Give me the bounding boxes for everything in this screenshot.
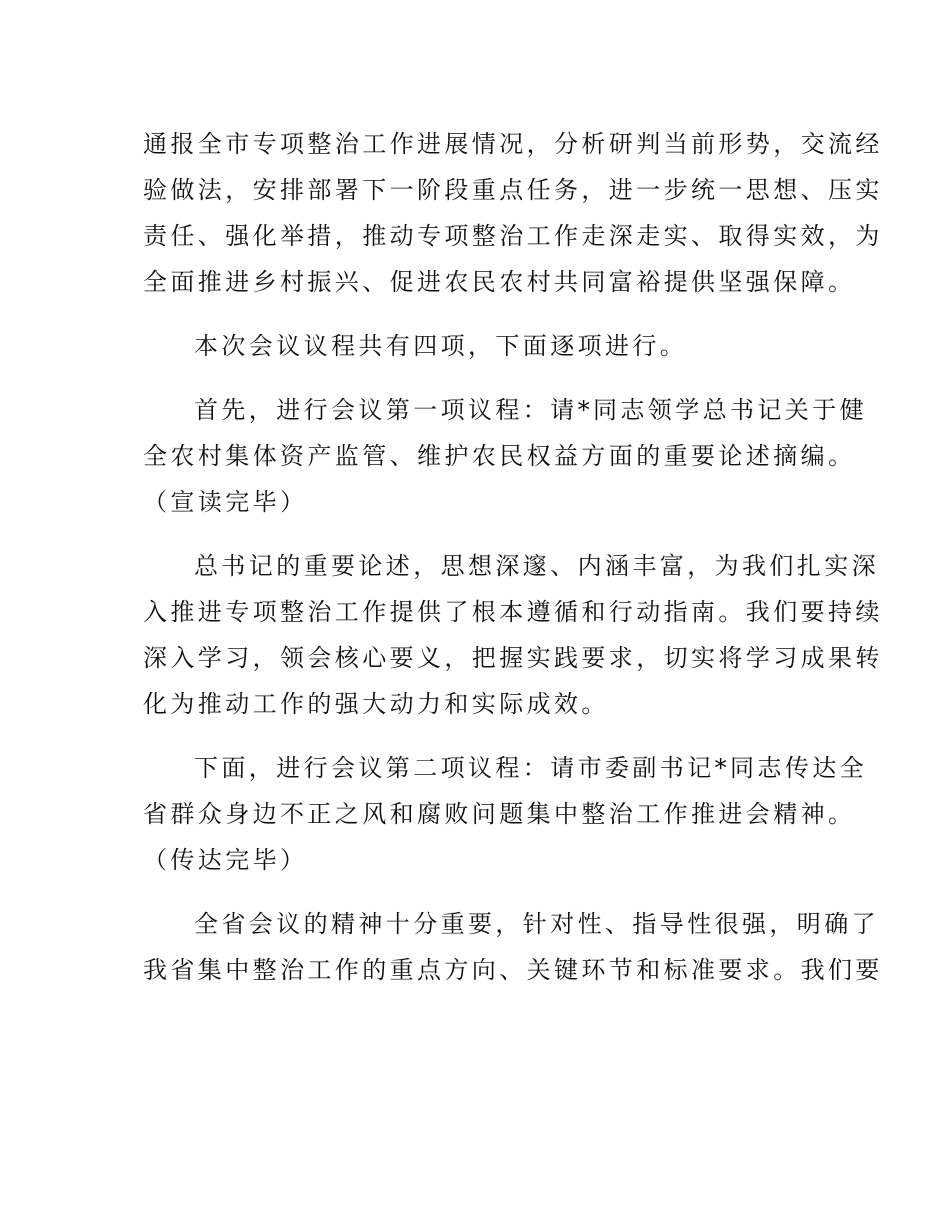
text-line: 总书记的重要论述，思想深邃、内涵丰富，为我们扎实深	[194, 552, 879, 580]
text-line: 我省集中整治工作的重点方向、关键环节和标准要求。我们要	[143, 956, 883, 984]
text-line: 首先，进行会议第一项议程：请*同志领学总书记关于健	[194, 396, 867, 424]
text-line: 本次会议议程共有四项，下面逐项进行。	[194, 332, 688, 360]
text-line: 下面，进行会议第二项议程：请市委副书记*同志传达全	[194, 754, 867, 782]
text-line: 深入学习，领会核心要义，把握实践要求，切实将学习成果转	[143, 644, 883, 672]
paragraph-3	[143, 387, 867, 525]
paragraph-6	[143, 901, 883, 993]
paragraph-1	[143, 121, 883, 305]
document-body	[143, 121, 883, 993]
text-line: 化为推动工作的强大动力和实际成效。	[143, 690, 609, 718]
paragraph-2	[143, 323, 813, 369]
paragraph-gap	[143, 525, 813, 543]
text-line: 入推进专项整治工作提供了根本遵循和行动指南。我们要持续	[143, 598, 883, 626]
text-line: 通报全市专项整治工作进展情况，分析研判当前形势，交流经	[143, 130, 883, 158]
text-line: 验做法，安排部署下一阶段重点任务，进一步统一思想、压实	[143, 176, 883, 204]
paragraph-gap	[143, 883, 813, 901]
text-line: 全面推进乡村振兴、促进农民农村共同富裕提供坚强保障。	[143, 268, 856, 296]
text-line: 责任、强化举措，推动专项整治工作走深走实、取得实效，为	[143, 222, 883, 250]
text-line: 全省会议的精神十分重要，针对性、指导性很强，明确了	[194, 910, 879, 938]
paragraph-gap	[143, 727, 813, 745]
paragraph-5	[143, 745, 867, 883]
paragraph-4	[143, 543, 883, 727]
paragraph-gap	[143, 369, 813, 387]
text-line: （传达完毕）	[143, 846, 308, 874]
text-line: （宣读完毕）	[143, 488, 308, 516]
text-line: 全农村集体资产监管、维护农民权益方面的重要论述摘编。	[143, 442, 856, 470]
paragraph-gap	[143, 305, 813, 323]
text-line: 省群众身边不正之风和腐败问题集中整治工作推进会精神。	[143, 800, 856, 828]
